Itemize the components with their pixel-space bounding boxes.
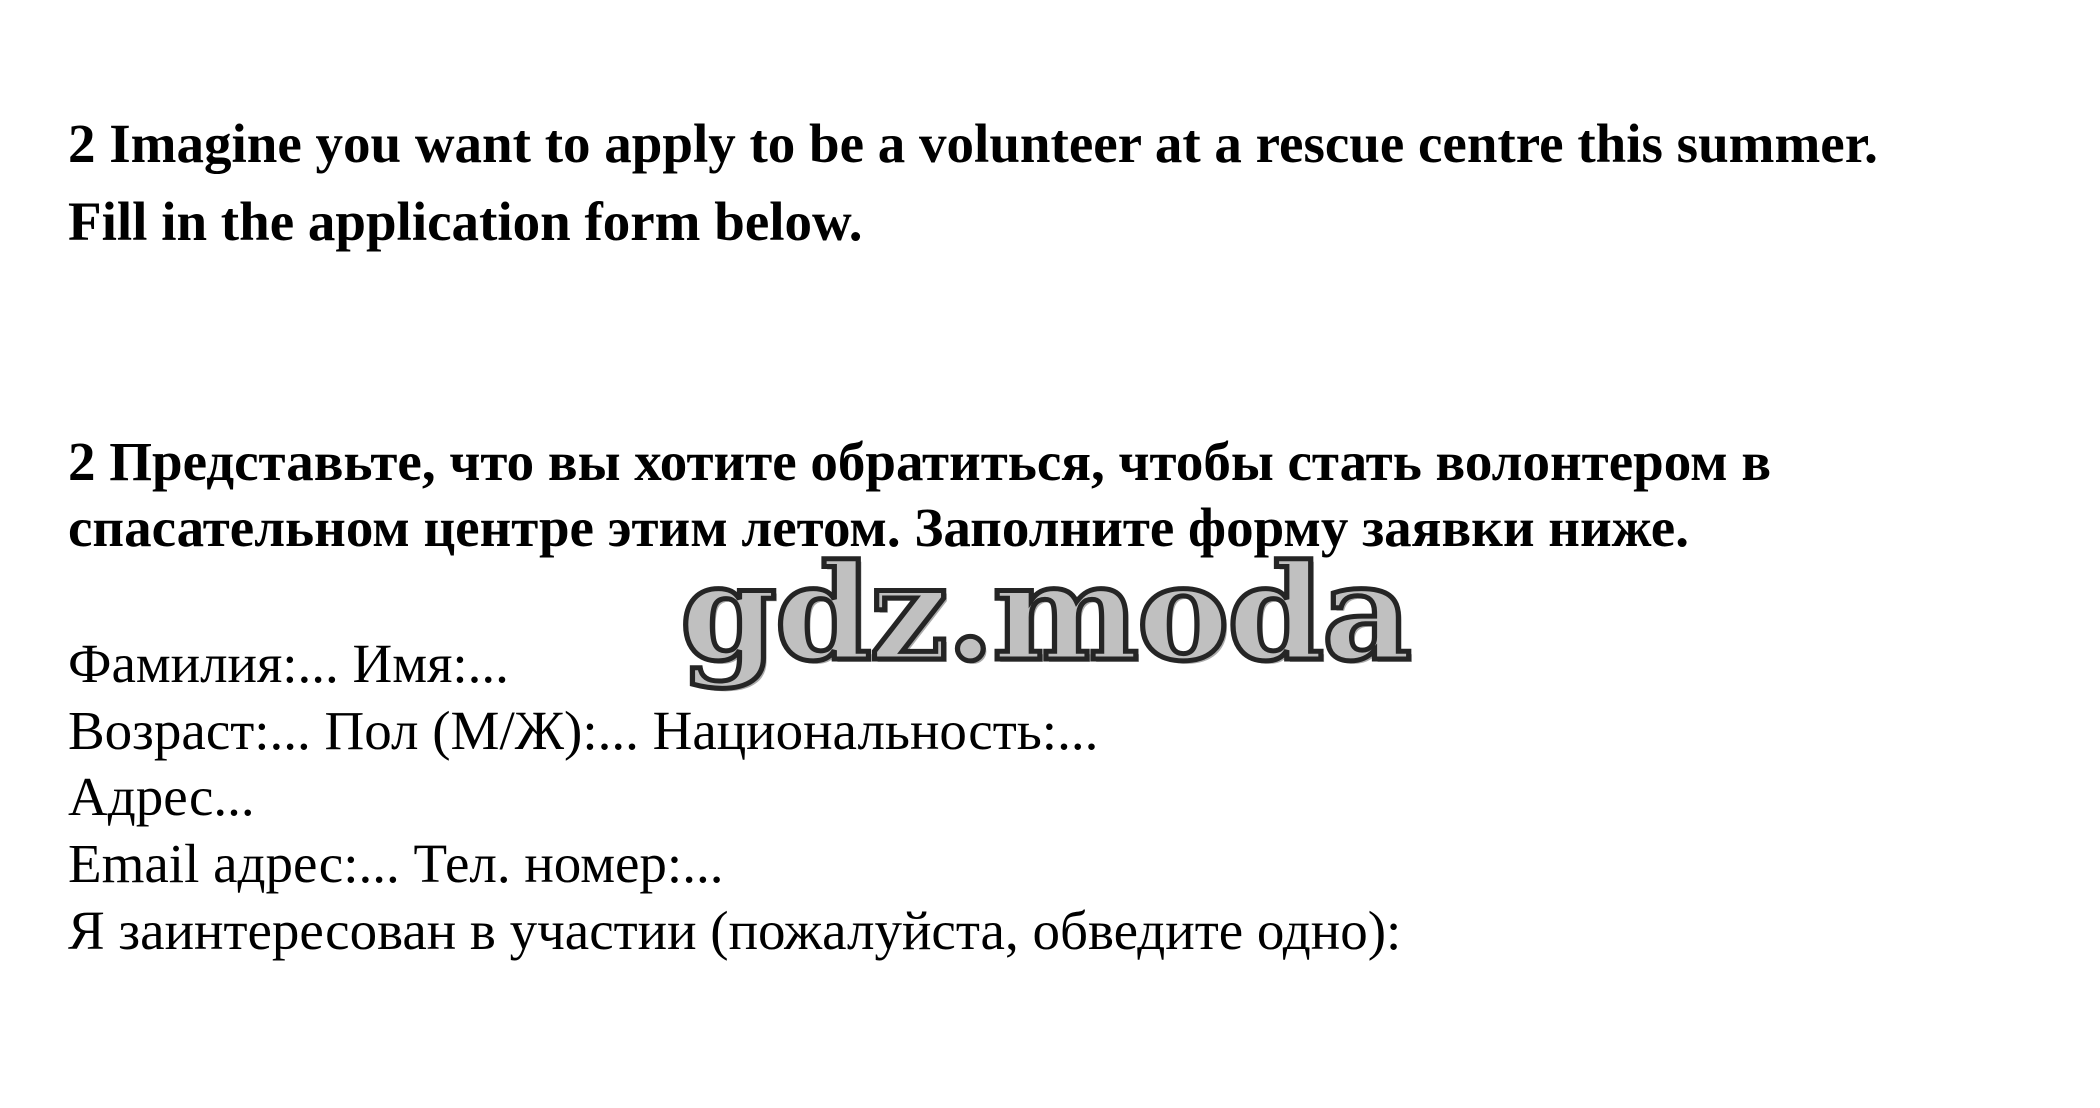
russian-task-line-1: 2 Представьте, что вы хотите обратиться, чтобы стать волонтером в	[68, 431, 1772, 492]
form-line-age-sex-nationality: Возраст:... Пол (М/Ж):... Национальность:...	[68, 700, 1099, 761]
english-task-line-2: Fill in the application form below.	[68, 191, 863, 252]
form-line-surname-name: Фамилия:... Имя:...	[68, 633, 509, 694]
russian-task-line-2: спасательном центре этим летом. Заполните форму заявки ниже.	[68, 497, 1689, 558]
form-line-email-phone: Email адрес:... Тел. номер:...	[68, 833, 724, 894]
form-line-address: Адрес...	[68, 766, 255, 827]
watermark-logo: gdz.moda	[680, 536, 1410, 691]
form-line-interest: Я заинтересован в участии (пожалуйста, обведите одно):	[68, 900, 1402, 961]
english-task-line-1: 2 Imagine you want to apply to be a volunteer at a rescue centre this summer.	[68, 113, 1878, 174]
